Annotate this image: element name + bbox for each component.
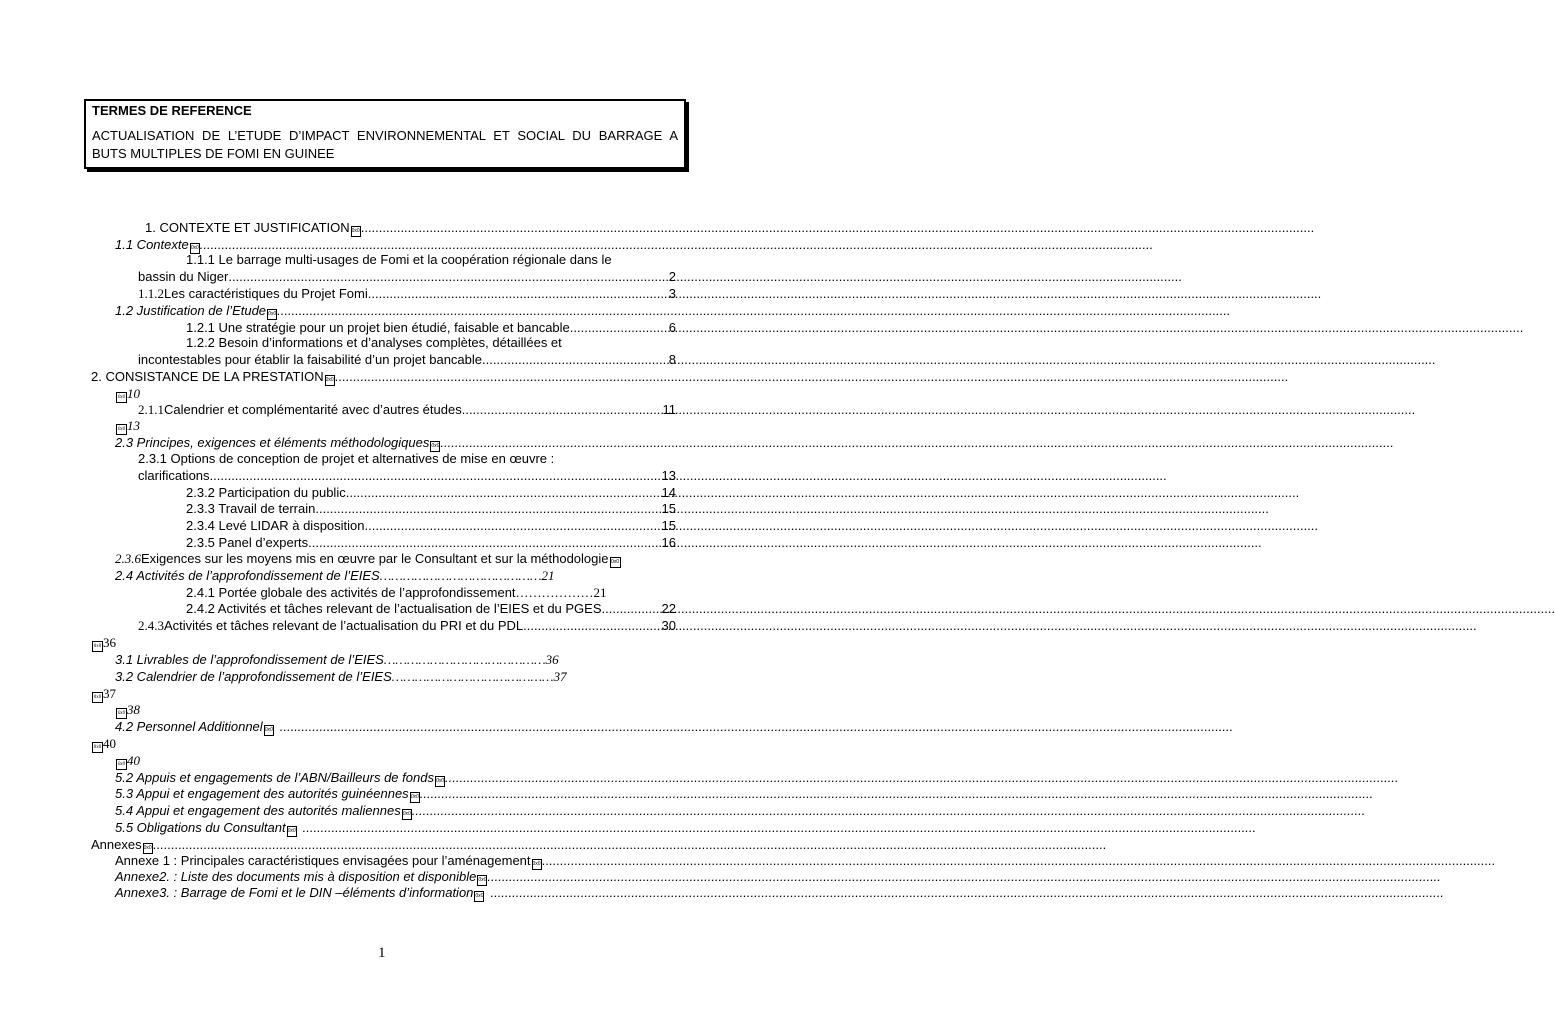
toc-page-number: 15 — [661, 518, 676, 533]
toc-entry[interactable] — [138, 401, 676, 418]
toc-entry-continuation[interactable] — [138, 351, 676, 368]
toc-entry-text: bassin du Niger — [138, 269, 229, 284]
toc-page-number: 11 — [662, 402, 676, 417]
toc-entry-text: 2.3.4 Levé LIDAR à disposition — [186, 518, 365, 533]
toc-page-number: 21 — [593, 585, 607, 600]
toc-entry-text: 2.3.3 Travail de terrain — [186, 501, 316, 516]
toc-page-number: 38 — [127, 702, 140, 717]
toc-entry-number: 1.1.2 — [138, 286, 164, 301]
toc-entry[interactable] — [145, 219, 676, 236]
toc-entry-text: Annexes — [91, 837, 142, 852]
toc-page-number: 40 — [127, 753, 140, 768]
toc-entry[interactable] — [115, 668, 567, 685]
missing-glyph-icon: 0x0 — [116, 424, 127, 435]
toc-entry-text: Annexe 1 : Principales caractéristiques envisagées pour l’aménagement — [115, 853, 531, 868]
toc-entry-text: 2. CONSISTANCE DE LA PRESTATION — [91, 369, 324, 384]
toc-entry-text: 2.3.5 Panel d’experts — [186, 535, 309, 550]
toc-entry-text: 2.3 Principes, exigences et éléments méthodologiques — [115, 435, 430, 450]
toc-entry-text: 2.3.2 Participation du public — [186, 485, 346, 500]
toc-entry[interactable] — [138, 334, 676, 351]
toc-entry[interactable] — [115, 802, 676, 819]
toc-entry-text: 1. CONTEXTE ET JUSTIFICATION — [145, 220, 350, 235]
toc-entry[interactable] — [138, 285, 676, 302]
toc-entry[interactable] — [138, 251, 676, 268]
toc-entry-text: 4.2 Personnel Additionnel — [115, 719, 263, 734]
toc-entry[interactable] — [91, 735, 116, 752]
missing-glyph-icon: 0x0 — [325, 375, 335, 386]
toc-page-number: 36 — [545, 652, 559, 667]
toc-page-number: 30 — [661, 618, 676, 633]
toc-entry-number: 2.4.3 — [138, 618, 164, 633]
toc-page-number: 36 — [103, 635, 116, 650]
toc-entry-continuation[interactable] — [138, 268, 676, 285]
toc-page-number: 16 — [661, 535, 676, 550]
toc-entry[interactable] — [186, 600, 676, 617]
missing-glyph-icon: 0x0 — [116, 708, 127, 719]
toc-entry-text: 2.4 Activités de l’approfondissement de l’EIES — [115, 568, 380, 583]
toc-entry-text: 1.2.2 Besoin d’informations et d’analyses complètes, détaillées et — [186, 335, 562, 350]
missing-glyph-icon: 0x0 — [264, 725, 274, 736]
toc-entry-text: clarifications. — [138, 468, 214, 483]
toc-entry-number: 2.1.1 — [138, 402, 164, 417]
toc-entry-text: 2.4.1 Portée globale des activités de l’approfondissement — [186, 585, 516, 600]
document-subtitle: ACTUALISATION DE L’ETUDE D’IMPACT ENVIRONNEMENTAL ET SOCIAL DU BARRAGE A BUTS MULTIPLES DE FOMI EN GUINEE — [92, 128, 678, 161]
toc-entry[interactable] — [115, 385, 140, 402]
toc-entry[interactable] — [186, 584, 607, 601]
toc-entry[interactable] — [91, 836, 676, 853]
toc-page-number: 10 — [127, 386, 140, 401]
toc-entry[interactable] — [186, 500, 676, 517]
toc-page-number: 37 — [103, 686, 116, 701]
toc-entry[interactable] — [186, 484, 676, 501]
page-number: 1 — [378, 945, 386, 961]
missing-glyph-icon: 0x0 — [287, 826, 297, 837]
toc-entry[interactable] — [138, 450, 676, 467]
toc-entry-text: Les caractéristiques du Projet Fomi — [164, 286, 368, 301]
toc-entry-text: 5.2 Appuis et engagements de l’ABN/Bailleurs de fonds — [115, 770, 434, 785]
toc-entry[interactable] — [115, 785, 676, 802]
toc-entry-leader: …………………………………… — [383, 652, 546, 667]
toc-entry[interactable] — [138, 617, 676, 634]
missing-glyph-icon: 0x0 — [116, 759, 127, 770]
toc-entry[interactable] — [91, 634, 116, 651]
toc-entry-leader: …………………………………… — [391, 669, 554, 684]
toc-entry[interactable] — [115, 434, 676, 451]
toc-entry[interactable] — [115, 852, 676, 869]
toc-entry-text: 3.2 Calendrier de l’approfondissement de l’EIES — [115, 669, 392, 684]
toc-entry[interactable] — [186, 534, 676, 551]
missing-glyph-icon: 0x0 — [267, 309, 277, 320]
missing-glyph-icon: 0x0 — [92, 742, 103, 753]
toc-entry-number: 2.3.6 — [115, 551, 141, 566]
toc-page-number: 8 — [668, 352, 676, 367]
toc-page-number: 37 — [553, 669, 567, 684]
missing-glyph-icon: 0x0 — [190, 243, 200, 254]
toc-entry-text: Calendrier et complémentarité avec d’autres études — [164, 402, 462, 417]
toc-entry[interactable] — [115, 701, 140, 718]
toc-entry[interactable] — [115, 567, 555, 584]
document-page — [0, 0, 768, 1024]
toc-entry-leader: ……………… — [515, 585, 594, 600]
toc-entry-text: 1.2.1 Une stratégie pour un projet bien étudié, faisable et bancable — [186, 320, 570, 335]
document-title: TERMES DE REFERENCE — [92, 103, 252, 118]
missing-glyph-icon: 0x0 — [610, 557, 621, 568]
toc-entry[interactable] — [115, 752, 140, 769]
toc-entry-text: Annexe2. : Liste des documents mis à disposition et disponible — [115, 869, 477, 884]
toc-entry-leader: …………………………………… — [379, 568, 542, 583]
missing-glyph-icon: 0x0 — [143, 843, 153, 854]
toc-entry[interactable] — [186, 517, 676, 534]
toc-entry-text: Exigences sur les moyens mis en œuvre par le Consultant et sur la méthodologie — [141, 551, 609, 566]
toc-page-number: 3 — [668, 286, 676, 301]
toc-entry-text: 2.4.2 Activités et tâches relevant de l’actualisation de l’EIES et du PGES — [186, 601, 602, 616]
toc-page-number: 6 — [668, 320, 676, 335]
missing-glyph-icon: 0x0 — [430, 441, 440, 452]
missing-glyph-icon: 0x0 — [116, 392, 127, 403]
toc-page-number: 14 — [661, 485, 676, 500]
table-of-contents — [0, 0, 768, 1024]
missing-glyph-icon: 0x0 — [477, 875, 487, 886]
toc-entry-continuation[interactable] — [138, 467, 676, 484]
toc-page-number: 15 — [661, 501, 676, 516]
toc-page-number: 13 — [661, 468, 676, 483]
toc-entry[interactable] — [115, 550, 676, 567]
toc-entry-text: 5.5 Obligations du Consultant — [115, 820, 286, 835]
toc-entry[interactable] — [91, 685, 116, 702]
missing-glyph-icon: 0x0 — [474, 891, 484, 902]
toc-entry[interactable] — [115, 868, 676, 885]
toc-entry[interactable] — [115, 884, 676, 901]
toc-entry[interactable] — [115, 718, 676, 735]
toc-entry-text: 2.3.1 Options de conception de projet et alternatives de mise en œuvre : — [138, 451, 555, 466]
toc-page-number: 13 — [127, 418, 140, 433]
missing-glyph-icon: 0x0 — [410, 792, 420, 803]
missing-glyph-icon: 0x0 — [402, 809, 412, 820]
toc-page-number: 22 — [661, 601, 676, 616]
toc-entry-text: 3.1 Livrables de l’approfondissement de l’EIES — [115, 652, 384, 667]
missing-glyph-icon: 0x0 — [92, 641, 103, 652]
missing-glyph-icon: 0x0 — [351, 226, 361, 237]
toc-entry[interactable] — [115, 302, 676, 319]
missing-glyph-icon: 0x0 — [92, 692, 103, 703]
toc-entry-text: 1.2 Justification de l’Etude — [115, 303, 267, 318]
toc-entry[interactable] — [115, 417, 140, 434]
missing-glyph-icon: 0x0 — [435, 776, 445, 787]
toc-entry-text: Annexe3. : Barrage de Fomi et le DIN –éléments d’information — [115, 885, 474, 900]
toc-entry-text: Activités et tâches relevant de l’actualisation du PRI et du PDL — [164, 618, 524, 633]
toc-entry[interactable] — [115, 819, 676, 836]
toc-entry[interactable] — [115, 651, 559, 668]
toc-page-number: 40 — [103, 736, 116, 751]
missing-glyph-icon: 0x0 — [532, 859, 542, 870]
toc-entry-text: 5.4 Appui et engagement des autorités maliennes — [115, 803, 401, 818]
toc-page-number: 21 — [541, 568, 555, 583]
toc-entry-text: 1.1 Contexte — [115, 237, 189, 252]
toc-entry[interactable] — [115, 769, 676, 786]
toc-entry-text: 5.3 Appui et engagement des autorités guinéennes — [115, 786, 409, 801]
toc-entry-text: 1.1.1 Le barrage multi-usages de Fomi et la coopération régionale dans le — [186, 252, 612, 267]
toc-entry-text: incontestables pour établir la faisabilité d’un projet bancable — [138, 352, 482, 367]
toc-entry[interactable] — [91, 368, 676, 385]
toc-page-number: 2 — [668, 269, 676, 284]
